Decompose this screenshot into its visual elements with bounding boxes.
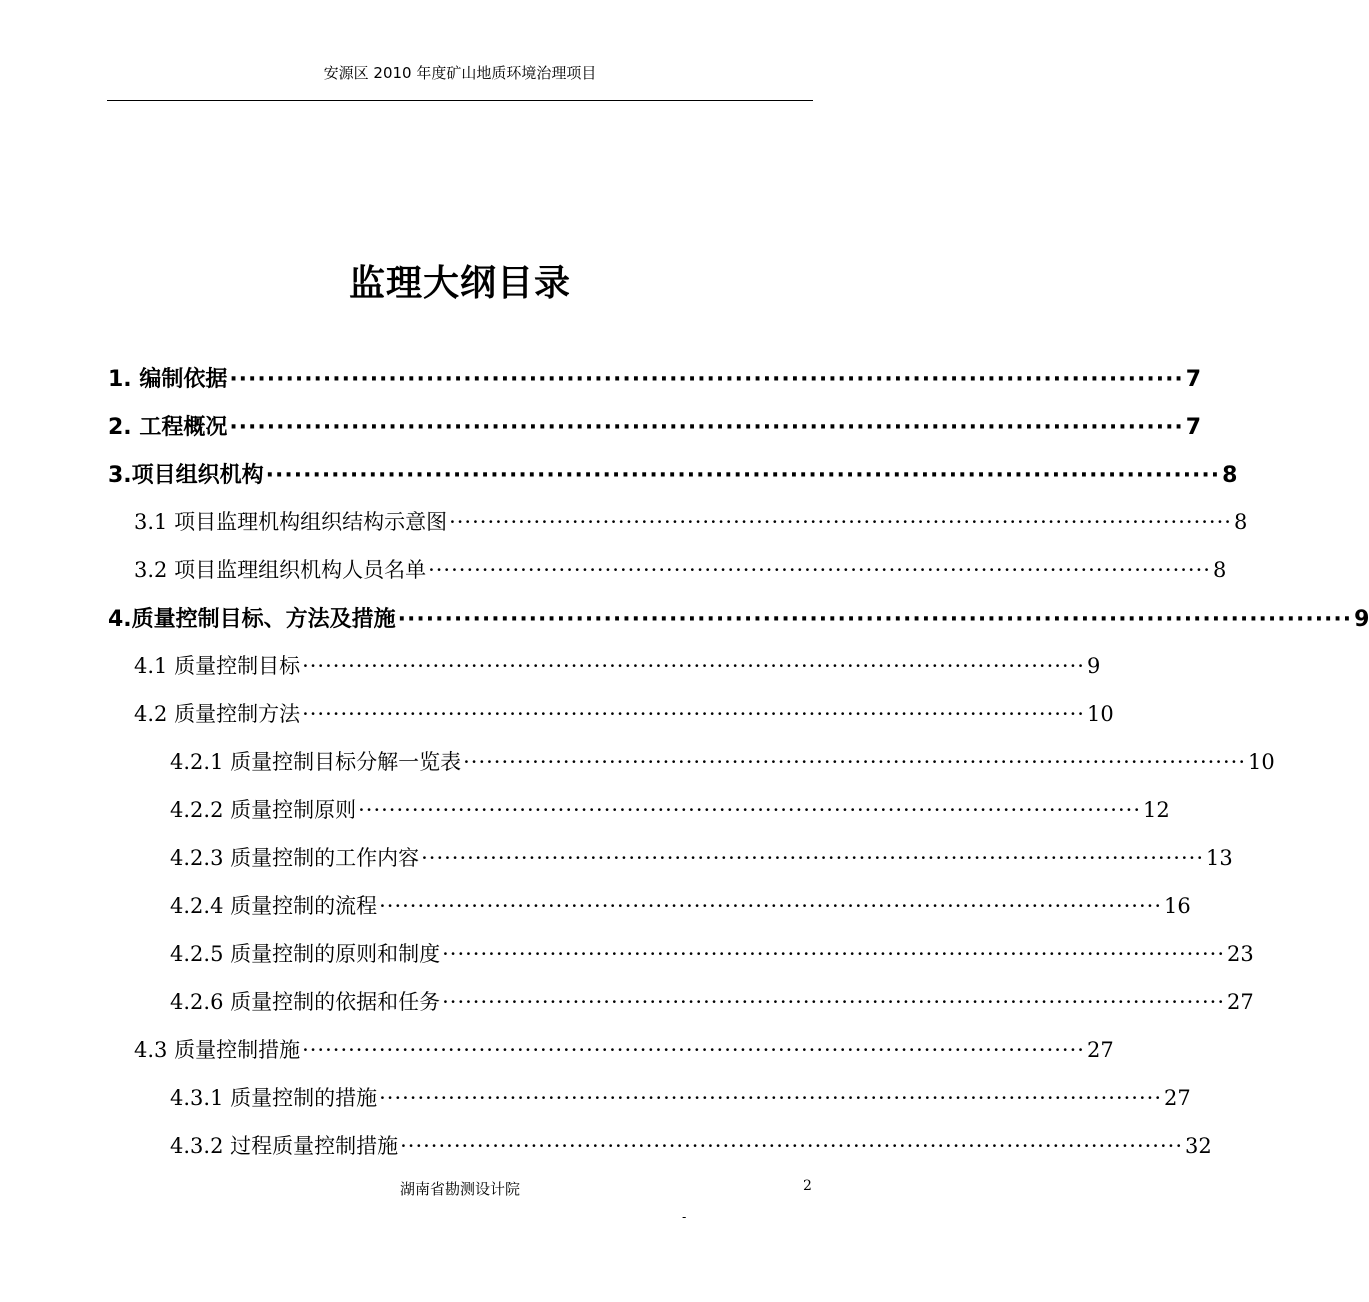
toc-entry[interactable] bbox=[170, 1082, 1191, 1112]
toc-entry-label: 4.3.2 过程质量控制措施 bbox=[170, 1134, 399, 1158]
toc-entry-label: 4.3 质量控制措施 bbox=[134, 1038, 301, 1062]
running-header: 安源区 2010 年度矿山地质环境治理项目 bbox=[323, 64, 597, 82]
toc-entry[interactable] bbox=[170, 746, 1275, 776]
toc-entry-label: 4.质量控制目标、方法及措施 bbox=[108, 607, 396, 632]
toc-leader: ······································································································ bbox=[229, 415, 1184, 440]
toc-entry-label: 4.2.3 质量控制的工作内容 bbox=[170, 846, 420, 870]
toc-entry[interactable] bbox=[170, 938, 1254, 968]
toc-entry[interactable] bbox=[134, 1034, 1114, 1064]
toc-entry-page: 9 bbox=[1086, 654, 1101, 678]
toc-entry[interactable] bbox=[108, 410, 1202, 441]
toc-leader: ······································································································ bbox=[302, 654, 1085, 678]
toc-entry-label: 4.2.2 质量控制原则 bbox=[170, 798, 357, 822]
toc-entry-label: 4.2.4 质量控制的流程 bbox=[170, 894, 378, 918]
toc-leader: ······································································································ bbox=[449, 510, 1232, 534]
toc-entry-page: 27 bbox=[1164, 1086, 1191, 1110]
toc-leader: ······································································································ bbox=[379, 1086, 1162, 1110]
toc-entry[interactable] bbox=[170, 890, 1191, 920]
toc-entry-page: 23 bbox=[1227, 942, 1254, 966]
toc-leader: ······································································································ bbox=[379, 894, 1162, 918]
toc-entry-page: 7 bbox=[1185, 415, 1202, 440]
toc-entry-page: 13 bbox=[1206, 846, 1233, 870]
toc-leader: ······································································································ bbox=[265, 463, 1221, 488]
toc-entry-page: 32 bbox=[1185, 1134, 1212, 1158]
toc-entry[interactable] bbox=[108, 362, 1202, 393]
footer-organization: 湖南省勘测设计院 bbox=[399, 1180, 520, 1198]
toc-entry[interactable] bbox=[170, 842, 1233, 872]
toc-leader: ······································································································ bbox=[302, 702, 1085, 726]
toc-entry[interactable] bbox=[134, 650, 1101, 680]
toc-leader: ······································································································ bbox=[358, 798, 1141, 822]
toc-leader: ······································································································ bbox=[428, 558, 1211, 582]
toc-entry-page: 9 bbox=[1354, 607, 1369, 632]
toc-leader: ······································································································ bbox=[397, 607, 1353, 632]
toc-leader: ······································································································ bbox=[463, 750, 1246, 774]
toc-entry-page: 10 bbox=[1248, 750, 1275, 774]
toc-entry[interactable] bbox=[134, 506, 1248, 536]
toc-entry-page: 27 bbox=[1086, 1038, 1114, 1062]
toc-entry-page: 27 bbox=[1227, 990, 1254, 1014]
toc-entry[interactable] bbox=[134, 554, 1227, 584]
page-number: 2 bbox=[803, 1178, 812, 1194]
toc-entry-label: 2. 工程概况 bbox=[108, 415, 228, 440]
bottom-mark: - bbox=[682, 1210, 687, 1224]
toc-leader: ······································································································ bbox=[442, 942, 1225, 966]
toc-leader: ······································································································ bbox=[442, 990, 1225, 1014]
toc-entry[interactable] bbox=[170, 1130, 1212, 1160]
toc-entry-label: 3.1 项目监理机构组织结构示意图 bbox=[134, 510, 448, 534]
toc-entry-label: 3.项目组织机构 bbox=[108, 463, 264, 488]
toc-entry[interactable] bbox=[108, 602, 1369, 633]
toc-entry-page: 8 bbox=[1233, 510, 1248, 534]
page-title: 监理大纲目录 bbox=[348, 263, 571, 304]
toc-entry-label: 4.2.6 质量控制的依据和任务 bbox=[170, 990, 441, 1014]
toc-entry-page: 8 bbox=[1222, 463, 1238, 488]
toc-entry[interactable] bbox=[170, 794, 1170, 824]
toc-leader: ······································································································ bbox=[400, 1134, 1183, 1158]
toc-leader: ······································································································ bbox=[421, 846, 1204, 870]
toc-entry[interactable] bbox=[108, 458, 1238, 489]
toc-entry[interactable] bbox=[134, 698, 1114, 728]
toc-leader: ······································································································ bbox=[302, 1038, 1085, 1062]
toc-entry-label: 4.2 质量控制方法 bbox=[134, 702, 301, 726]
toc-entry-label: 4.3.1 质量控制的措施 bbox=[170, 1086, 378, 1110]
toc-entry-label: 4.2.1 质量控制目标分解一览表 bbox=[170, 750, 462, 774]
toc-entry-label: 3.2 项目监理组织机构人员名单 bbox=[134, 558, 427, 582]
toc-entry-label: 1. 编制依据 bbox=[108, 367, 228, 392]
toc-entry-page: 10 bbox=[1086, 702, 1114, 726]
toc-entry-label: 4.1 质量控制目标 bbox=[134, 654, 301, 678]
toc-entry-label: 4.2.5 质量控制的原则和制度 bbox=[170, 942, 441, 966]
toc-entry-page: 12 bbox=[1143, 798, 1170, 822]
toc-entry-page: 8 bbox=[1212, 558, 1227, 582]
toc-entry-page: 16 bbox=[1164, 894, 1191, 918]
toc-entry-page: 7 bbox=[1185, 367, 1202, 392]
toc-leader: ······································································································ bbox=[229, 367, 1184, 392]
toc-entry[interactable] bbox=[170, 986, 1254, 1016]
